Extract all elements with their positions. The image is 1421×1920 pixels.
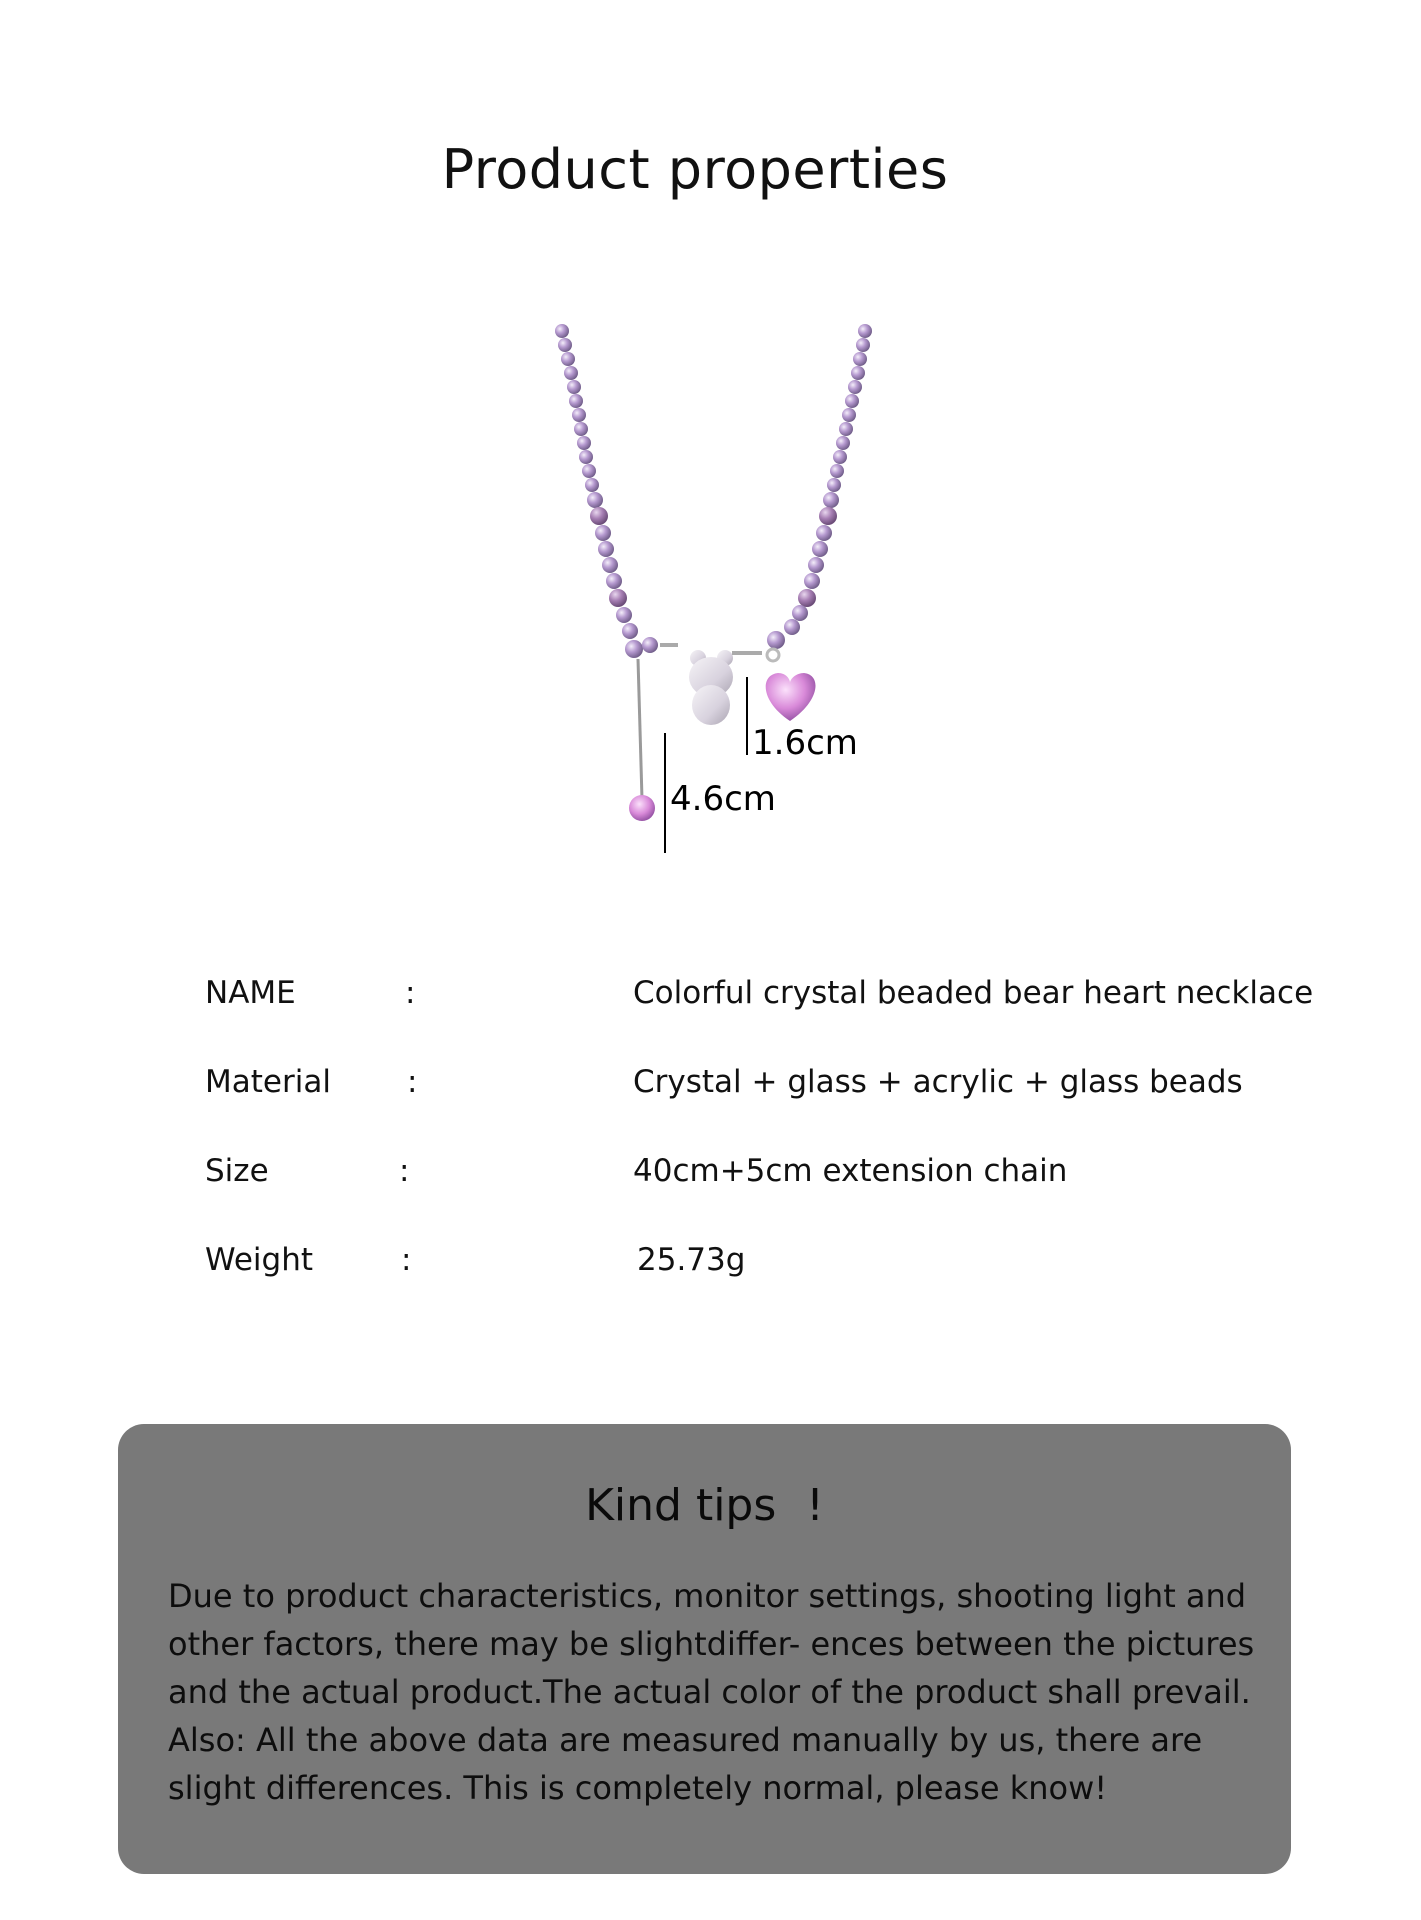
property-label: NAME (205, 975, 296, 1011)
kind-tips-heading: Kind tips (585, 1480, 777, 1531)
page-title: Product properties (441, 138, 949, 201)
necklace-image (520, 315, 920, 875)
property-row-weight (205, 1242, 1305, 1331)
property-value: 25.73g (637, 1242, 746, 1278)
tassel-chain (625, 640, 655, 821)
property-value: Colorful crystal beaded bear heart necklace (633, 975, 1314, 1011)
property-colon: : (399, 1153, 410, 1189)
property-colon: : (401, 1242, 412, 1278)
property-colon: : (407, 1064, 418, 1100)
property-label: Material (205, 1064, 331, 1100)
property-row-name (205, 975, 1314, 1064)
property-row-size (205, 1153, 1305, 1242)
product-properties-table (205, 975, 1314, 1331)
pendant-height-label: 1.6cm (752, 723, 858, 763)
property-row-material (205, 1064, 1305, 1153)
heart-charm (766, 631, 816, 721)
tassel-length-label: 4.6cm (670, 779, 776, 819)
property-label: Weight (205, 1242, 314, 1278)
property-colon: : (405, 975, 416, 1011)
kind-tips-title (118, 1480, 1291, 1531)
property-label: Size (205, 1153, 269, 1189)
property-value: Crystal + glass + acrylic + glass beads (633, 1064, 1243, 1100)
property-value: 40cm+5cm extension chain (633, 1153, 1068, 1189)
bead-strand-left (555, 324, 638, 639)
kind-tips-box (118, 1424, 1291, 1874)
kind-tips-body: Due to product characteristics, monitor settings, shooting light and other factors, there may be slightdiffer- ences between the pictures and the actual product.The actual color of the product shall prevail. Also: All the above data are measured manually by us, there are slight differences. This is completely normal, please know! (168, 1577, 1255, 1807)
kind-tips-exclamation: ! (806, 1480, 824, 1531)
bead-strand-right (784, 324, 872, 635)
bear-pendant (642, 637, 762, 725)
